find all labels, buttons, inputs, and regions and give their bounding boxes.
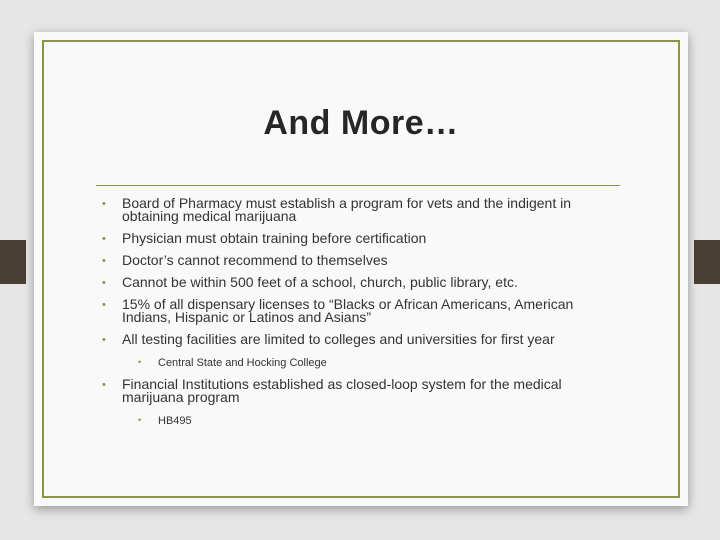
bullet-icon: • [102,198,106,210]
sub-bullet-item [122,414,620,427]
sub-bullet-icon: • [138,415,142,425]
sub-bullet-text: Central State and Hocking College [158,357,327,369]
sub-bullet-item [122,356,620,369]
bullet-text: All testing facilities are limited to colleges and universities for first year [122,331,555,347]
bullet-item [100,231,620,245]
bullet-text: Doctor’s cannot recommend to themselves [122,252,388,268]
bullet-list [100,196,620,435]
bullet-item [100,377,620,427]
bullet-text: Financial Institutions established as closed-loop system for the medical marijuana program [122,376,562,405]
bullet-icon: • [102,299,106,311]
bullet-item [100,275,620,289]
bullet-text: Physician must obtain training before certification [122,230,427,246]
bullet-icon: • [102,277,106,289]
title-divider [96,185,620,186]
bullet-item [100,196,620,223]
bullet-text: 15% of all dispensary licenses to “Blacks or African Americans, American Indians, Hispanic or Latinos and Asians” [122,296,574,325]
bullet-icon: • [102,233,106,245]
bullet-item [100,332,620,369]
bullet-item [100,297,620,324]
bullet-item [100,253,620,267]
bullet-text: Cannot be within 500 feet of a school, church, public library, etc. [122,274,518,290]
bullet-icon: • [102,334,106,346]
bullet-icon: • [102,255,106,267]
sub-bullet-icon: • [138,357,142,367]
side-tab-right [694,240,720,284]
slide-card [34,32,688,506]
bullet-icon: • [102,379,106,391]
slide-title: And More… [263,104,459,142]
side-tab-left [0,240,26,284]
sub-bullet-text: HB495 [158,415,192,427]
bullet-text: Board of Pharmacy must establish a program for vets and the indigent in obtaining medical marijuana [122,195,572,224]
